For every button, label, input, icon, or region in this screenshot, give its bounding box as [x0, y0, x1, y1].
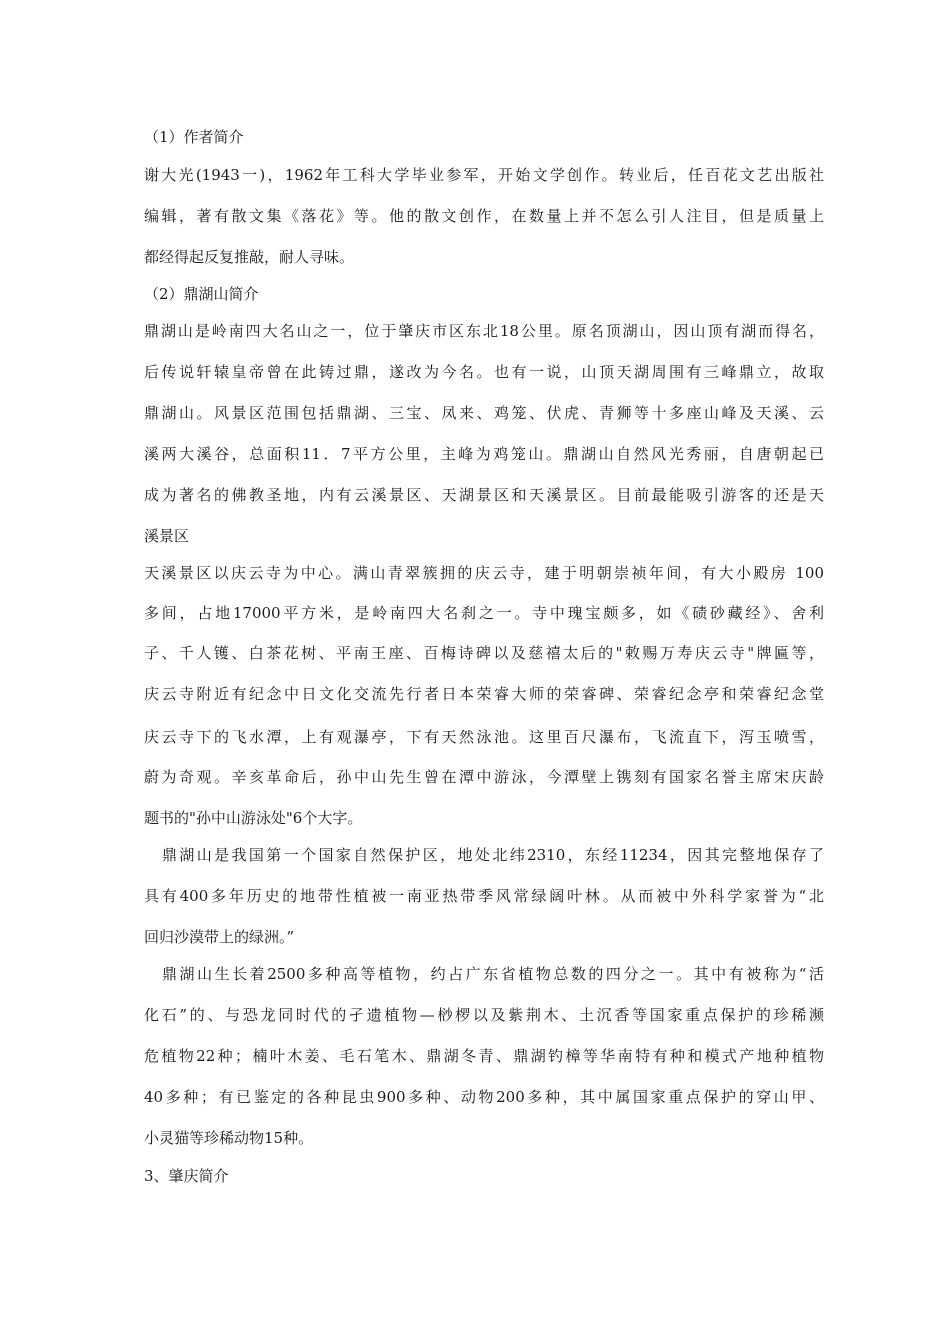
- paragraph-line: 都经得起反复推敲，耐人寻味。: [144, 248, 355, 266]
- paragraph-line: 题书的"孙中山游泳处"6个大字。: [144, 809, 363, 827]
- paragraph-line: 庆云寺下的飞水潭，上有观瀑亭，下有天然泳池。这里百尺瀑布，飞流直下，泻玉喷雪，: [144, 728, 824, 746]
- paragraph-line: 溪景区: [144, 527, 190, 545]
- section-heading-author: （1）作者简介: [144, 128, 244, 146]
- paragraph-line: 回归沙漠带上的绿洲。”: [144, 928, 295, 946]
- paragraph-line: 鼎湖山生长着2500多种高等植物，约占广东省植物总数的四分之一。其中有被称为“活: [162, 965, 824, 983]
- paragraph-line: 天溪景区以庆云寺为中心。满山青翠簇拥的庆云寺，建于明朝崇祯年间，有大小殿房 100: [144, 564, 824, 582]
- paragraph-line: 编辑，著有散文集《落花》等。他的散文创作，在数量上并不怎么引人注目，但是质量上: [144, 207, 824, 225]
- paragraph-line: 成为著名的佛教圣地，内有云溪景区、天湖景区和天溪景区。目前最能吸引游客的还是天: [144, 486, 824, 504]
- paragraph-line: 庆云寺附近有纪念中日文化交流先行者日本荣睿大师的荣睿碑、荣睿纪念亭和荣睿纪念堂: [144, 685, 824, 703]
- paragraph-line: 蔚为奇观。辛亥革命后，孙中山先生曾在潭中游泳，今潭壁上镌刻有国家名誉主席宋庆龄: [144, 768, 824, 786]
- paragraph-line: 多间，占地17000平方米，是岭南四大名刹之一。寺中瑰宝颇多，如《碛砂藏经》、舍利: [144, 604, 824, 622]
- paragraph-line: 子、千人镬、白茶花树、平南王座、百梅诗碑以及慈禧太后的"敕赐万寿庆云寺"牌匾等，: [144, 644, 824, 662]
- section-heading-zhaoqing: 3、肇庆简介: [144, 1167, 229, 1185]
- paragraph-line: 溪两大溪谷，总面积11．7平方公里，主峰为鸡笼山。鼎湖山自然风光秀丽，自唐朝起已: [144, 445, 824, 463]
- paragraph-line: 小灵猫等珍稀动物15种。: [144, 1129, 314, 1147]
- paragraph-line: 40多种；有已鉴定的各种昆虫900多种、动物200多种，其中属国家重点保护的穿山甲、: [144, 1088, 824, 1106]
- paragraph-line: 鼎湖山。风景区范围包括鼎湖、三宝、凤来、鸡笼、伏虎、青狮等十多座山峰及天溪、云: [144, 404, 824, 422]
- paragraph-line: 谢大光(1943一)，1962年工科大学毕业参军，开始文学创作。转业后，任百花文艺出版社: [144, 166, 824, 184]
- paragraph-line: 化石”的、与恐龙同时代的孑遗植物—桫椤以及紫荆木、土沉香等国家重点保护的珍稀濒: [144, 1006, 824, 1024]
- paragraph-line: 危植物22种；楠叶木姜、毛石笔木、鼎湖冬青、鼎湖钓樟等华南特有种和模式产地种植物: [144, 1047, 824, 1065]
- paragraph-line: 具有400多年历史的地带性植被一南亚热带季风常绿阔叶林。从而被中外科学家誉为“北: [144, 887, 824, 905]
- section-heading-dinghu: （2）鼎湖山简介: [144, 285, 259, 303]
- paragraph-line: 鼎湖山是我国第一个国家自然保护区，地处北纬2310，东经11234，因其完整地保存了: [162, 846, 824, 864]
- paragraph-line: 鼎湖山是岭南四大名山之一，位于肇庆市区东北18公里。原名顶湖山，因山顶有湖而得名，: [144, 322, 824, 340]
- paragraph-line: 后传说轩辕皇帝曾在此铸过鼎，遂改为今名。也有一说，山顶天湖周围有三峰鼎立，故取: [144, 363, 824, 381]
